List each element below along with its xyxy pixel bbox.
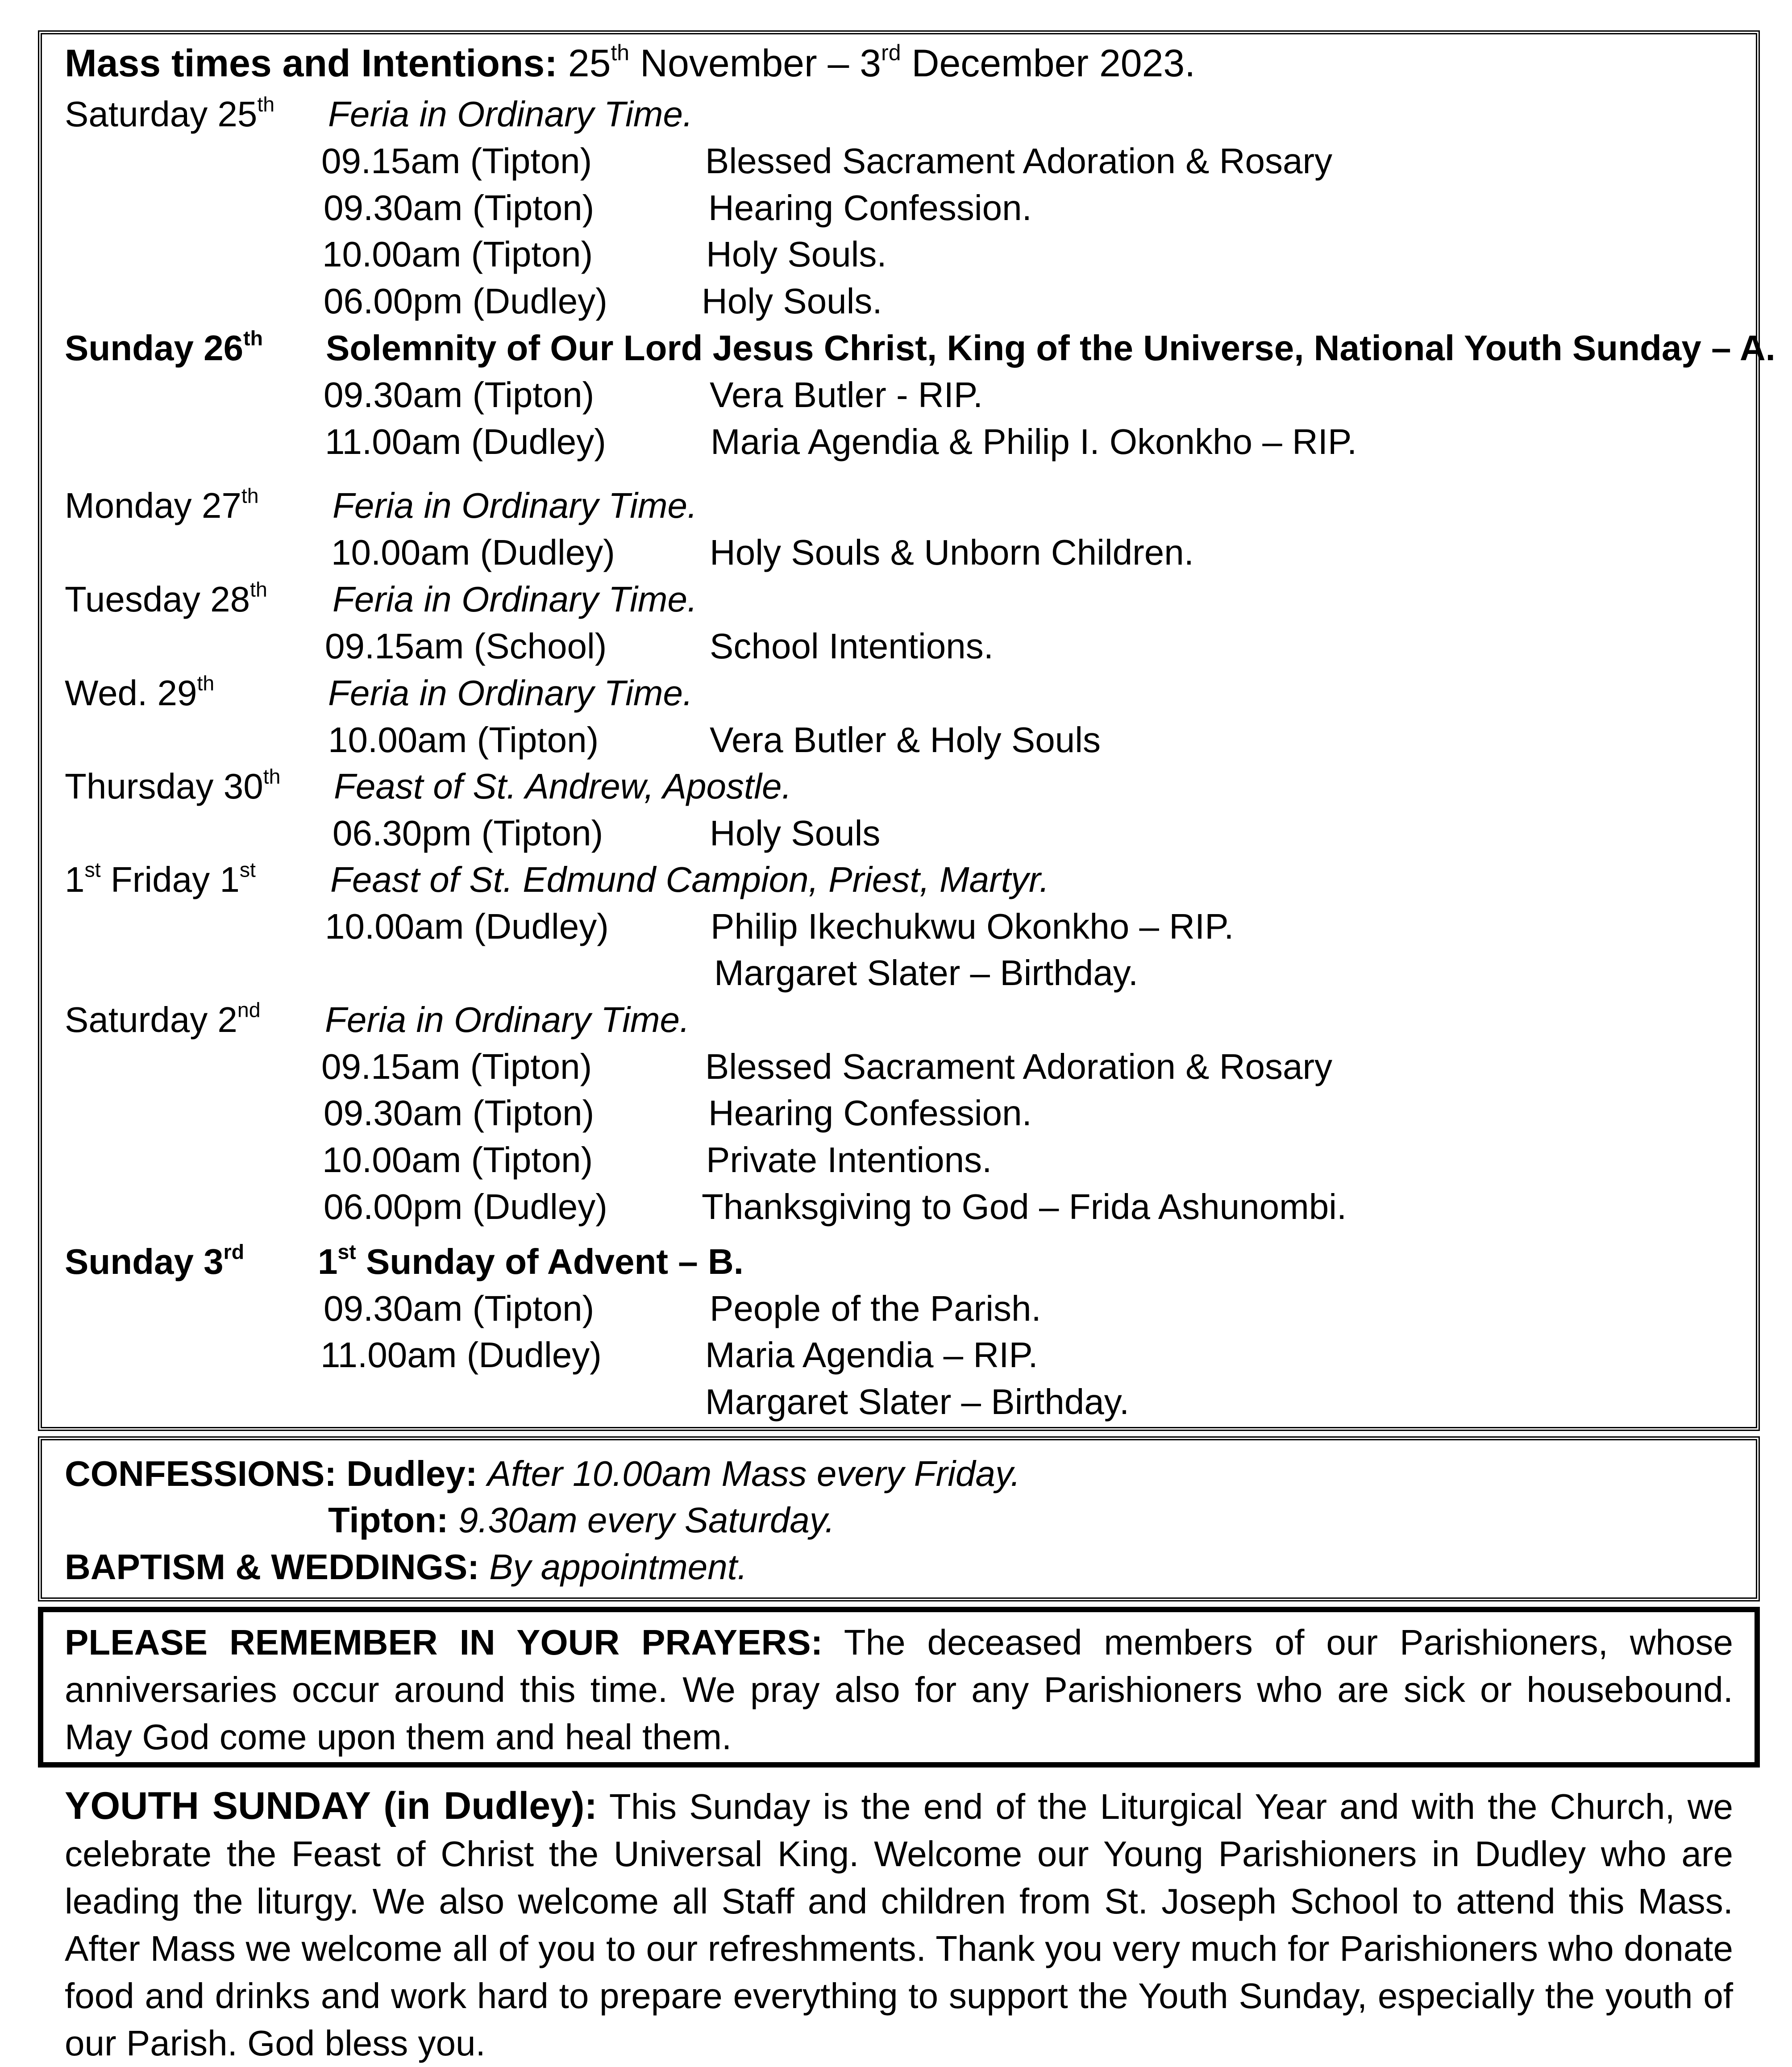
mass-time: 10.00am (Dudley) <box>331 532 615 572</box>
feast-title: Feast of St. Andrew, Apostle. <box>334 766 792 806</box>
day-text: Saturday 25 <box>65 94 258 134</box>
mass-time: 09.30am (Tipton) <box>324 188 595 228</box>
mass-time: 11.00am (Dudley) <box>325 422 606 462</box>
tipton-text: 9.30am every Saturday. <box>458 1500 835 1540</box>
day-text: Saturday 2 <box>65 1000 237 1040</box>
mass-time: 10.00am (Tipton) <box>322 234 593 274</box>
confessions-tipton <box>328 1498 835 1543</box>
day-text: Sunday 3 <box>65 1242 224 1281</box>
day-suffix: st <box>84 858 101 882</box>
mass-time: 06.30pm (Tipton) <box>333 813 603 853</box>
mass-time: 10.00am (Dudley) <box>325 907 609 946</box>
mass-intention: School Intentions. <box>710 626 994 666</box>
mass-times-header <box>65 41 1195 86</box>
day-text: Wed. 29 <box>65 673 197 713</box>
day-label <box>65 764 280 809</box>
feast-title: Feria in Ordinary Time. <box>328 673 693 713</box>
feast-title: Feria in Ordinary Time. <box>333 579 698 619</box>
day-label <box>65 577 267 622</box>
mass-intention: Blessed Sacrament Adoration & Rosary <box>705 141 1333 181</box>
feast-suffix: st <box>337 1240 356 1264</box>
mass-time: 11.00am (Dudley) <box>320 1335 602 1375</box>
feast-text: 1 <box>318 1242 338 1281</box>
day-label <box>65 857 256 902</box>
day-label <box>65 671 214 715</box>
feast-title: Feria in Ordinary Time. <box>333 486 698 525</box>
day-suffix: th <box>197 671 215 695</box>
day-text: Tuesday 28 <box>65 579 250 619</box>
day-suffix: th <box>263 765 281 788</box>
mass-intention: People of the Parish. <box>710 1289 1041 1328</box>
date-day-start: 25 <box>568 42 611 85</box>
mass-time: 10.00am (Tipton) <box>328 720 599 760</box>
mass-intention: Vera Butler - RIP. <box>710 375 983 415</box>
day-label <box>65 998 261 1042</box>
feast-title <box>318 1239 744 1284</box>
mass-time: 09.30am (Tipton) <box>324 1093 595 1133</box>
mass-time: 09.15am (School) <box>325 626 607 666</box>
mass-time: 10.00am (Tipton) <box>322 1140 593 1180</box>
mass-intention: Thanksgiving to God – Frida Ashunombi. <box>702 1187 1347 1227</box>
mass-intention: Holy Souls. <box>706 234 887 274</box>
prayers-label: PLEASE REMEMBER IN YOUR PRAYERS: <box>65 1622 823 1662</box>
mass-intention: Margaret Slater – Birthday. <box>705 1382 1130 1422</box>
youth-text: This Sunday is the end of the Liturgical Year and with the Church, we celebrate the Feast of Christ the Universal King. Welcome our Young Parishioners in Dudley who are leading the liturgy. We also welcome all Staff and children from St. Joseph School to attend this Mass. After Mass we welcome all of you to our refreshments. Thank you very much for Parishioners who donate food and drinks and work hard to prepare everything to support the Youth Sunday, especially the youth of our Parish. God bless you. <box>65 1787 1734 2063</box>
mass-intention: Hearing Confession. <box>708 188 1032 228</box>
mass-intention: Blessed Sacrament Adoration & Rosary <box>705 1047 1333 1086</box>
feast-title: Solemnity of Our Lord Jesus Christ, King of the Universe, National Youth Sunday – A. <box>326 328 1775 368</box>
mass-intention: Holy Souls. <box>702 281 882 321</box>
mass-time: 06.00pm (Dudley) <box>324 1187 607 1227</box>
baptism-weddings <box>65 1545 747 1589</box>
feast-title: Feria in Ordinary Time. <box>325 1000 690 1040</box>
tipton-label: Tipton: <box>328 1500 449 1540</box>
day-text: 1 <box>65 860 85 899</box>
prayers-paragraph <box>65 1619 1733 1761</box>
mass-intention: Hearing Confession. <box>708 1093 1032 1133</box>
day-suffix: th <box>243 326 263 350</box>
confessions-dudley <box>65 1451 1020 1496</box>
mass-intention: Philip Ikechukwu Okonkho – RIP. <box>711 907 1234 946</box>
mass-time: 09.15am (Tipton) <box>321 141 592 181</box>
mass-intention: Private Intentions. <box>706 1140 992 1180</box>
mass-intention: Maria Agendia – RIP. <box>705 1335 1038 1375</box>
confessions-label: CONFESSIONS: <box>65 1454 337 1493</box>
feast-title: Feast of St. Edmund Campion, Priest, Martyr. <box>330 860 1049 899</box>
day-suffix: st <box>239 858 256 882</box>
mass-intention: Holy Souls & Unborn Children. <box>710 532 1194 572</box>
day-label <box>65 92 274 137</box>
day-label <box>65 326 263 370</box>
mass-intention: Holy Souls <box>710 813 881 853</box>
youth-label: YOUTH SUNDAY (in Dudley): <box>65 1784 598 1827</box>
mass-time: 09.15am (Tipton) <box>321 1047 592 1086</box>
mass-times-label: Mass times and Intentions: <box>65 42 557 85</box>
youth-sunday-paragraph <box>65 1782 1733 2067</box>
day-suffix: th <box>241 484 259 507</box>
day-suffix: nd <box>237 998 261 1022</box>
day-label <box>65 483 259 528</box>
mass-intention: Vera Butler & Holy Souls <box>710 720 1101 760</box>
mass-intention: Maria Agendia & Philip I. Okonkho – RIP. <box>711 422 1357 462</box>
day-text: Friday 1 <box>100 860 240 899</box>
date-mid: November – 3 <box>629 42 881 85</box>
day-text: Sunday 26 <box>65 328 244 368</box>
date-end: December 2023. <box>901 42 1196 85</box>
date-suffix-start: th <box>611 40 630 66</box>
mass-time: 09.30am (Tipton) <box>324 375 595 415</box>
day-text: Monday 27 <box>65 486 241 525</box>
baptism-label: BAPTISM & WEDDINGS: <box>65 1547 479 1587</box>
day-text: Thursday 30 <box>65 766 263 806</box>
day-suffix: rd <box>223 1240 245 1264</box>
date-suffix-end: rd <box>881 40 901 66</box>
mass-time: 06.00pm (Dudley) <box>324 281 607 321</box>
mass-time: 09.30am (Tipton) <box>324 1289 595 1328</box>
day-label <box>65 1239 244 1284</box>
feast-title: Feria in Ordinary Time. <box>328 94 693 134</box>
baptism-text: By appointment. <box>489 1547 748 1587</box>
day-suffix: th <box>250 578 267 601</box>
feast-text: Sunday of Advent – B. <box>356 1242 744 1281</box>
dudley-label: Dudley: <box>346 1454 478 1493</box>
day-suffix: th <box>257 92 275 116</box>
mass-intention: Margaret Slater – Birthday. <box>714 953 1139 993</box>
prayers-text: The deceased members of our Parishioners, whose anniversaries occur around this time. We pray also for any Parishioners who are sick or housebound. May God come upon them and heal them. <box>65 1622 1734 1757</box>
dudley-text: After 10.00am Mass every Friday. <box>487 1454 1021 1493</box>
